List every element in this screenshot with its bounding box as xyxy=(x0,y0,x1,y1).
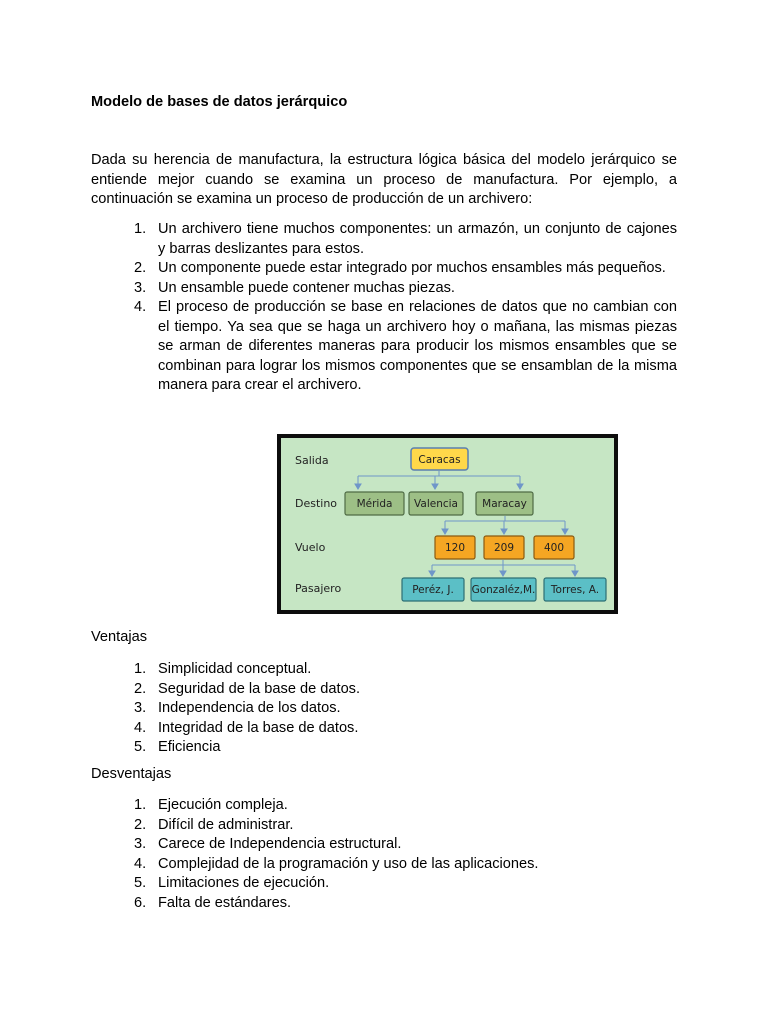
node-vuelo-label: 400 xyxy=(543,542,565,554)
list-item xyxy=(134,279,677,299)
ventajas-list xyxy=(134,660,677,758)
intro-paragraph: Dada su herencia de manufactura, la estructura lógica básica del modelo jerárquico se entiende mejor cuando se examina un proceso de manufactura. Por ejemplo, a continuación se examina un proceso de producción de un archivero: xyxy=(91,152,677,207)
list-item-text: Falta de estándares. xyxy=(158,894,292,911)
desventajas-list xyxy=(134,796,677,913)
node-vuelo-label: 120 xyxy=(444,542,466,554)
node-pasajero-label: Torres, A. xyxy=(550,584,600,596)
list-item xyxy=(134,796,677,816)
list-item xyxy=(134,835,677,855)
node-root-label: Caracas xyxy=(418,454,461,466)
list-item xyxy=(134,719,677,739)
list-item-text: Un ensamble puede contener muchas piezas. xyxy=(158,279,455,296)
level-label-destino: Destino xyxy=(295,497,338,510)
list-item-text: Un componente puede estar integrado por muchos ensambles más pequeños. xyxy=(158,260,666,276)
list-number: 1. xyxy=(134,221,147,237)
node-pasajero-label: Gonzaléz,M. xyxy=(471,584,536,596)
list-number: 1. xyxy=(134,797,147,813)
list-item-text: Ejecución compleja. xyxy=(158,797,288,813)
list-item-text: Difícil de administrar. xyxy=(158,816,294,833)
list-item-text: El proceso de producción se base en relaciones de datos que no cambian con el tiempo. Ya sea que se haga un archivero hoy o mañana, las mismas piezas se arman de diferentes maneras para producir los mismos ensambles que se combinan para lograr los mismos componentes que se ensamblan de la misma manera para crear el archivero. xyxy=(158,299,677,393)
list-item-text: Simplicidad conceptual. xyxy=(158,661,312,677)
list-number: 4. xyxy=(134,719,147,736)
list-number: 2. xyxy=(134,260,147,276)
list-number: 6. xyxy=(134,894,147,911)
list-item xyxy=(134,220,677,259)
level-label-pasajero: Pasajero xyxy=(295,582,342,595)
list-number: 3. xyxy=(134,700,147,716)
list-number: 3. xyxy=(134,836,147,852)
desventajas-heading: Desventajas xyxy=(91,766,172,782)
list-item-text: Complejidad de la programación y uso de las aplicaciones. xyxy=(158,855,539,872)
list-item xyxy=(134,738,677,758)
node-vuelo-label: 209 xyxy=(493,542,515,554)
list-number: 1. xyxy=(134,661,147,677)
list-item xyxy=(134,874,677,894)
node-destino-label: Mérida xyxy=(356,498,393,510)
hierarchy-diagram-svg xyxy=(277,434,618,614)
list-item xyxy=(134,894,677,914)
list-item-text: Seguridad de la base de datos. xyxy=(158,680,361,697)
list-number: 5. xyxy=(134,739,147,755)
list-number: 4. xyxy=(134,855,147,872)
list-item xyxy=(134,699,677,719)
level-label-salida: Salida xyxy=(295,454,329,467)
list-item-text: Carece de Independencia estructural. xyxy=(158,836,402,852)
list-number: 4. xyxy=(134,299,147,315)
node-destino-label: Valencia xyxy=(414,498,458,510)
list-number: 2. xyxy=(134,680,147,697)
list-item xyxy=(134,298,677,396)
list-item-text: Integridad de la base de datos. xyxy=(158,719,359,736)
list-item xyxy=(134,855,677,875)
list-item-text: Independencia de los datos. xyxy=(158,700,341,716)
list-item-text: Limitaciones de ejecución. xyxy=(158,875,330,891)
steps-list xyxy=(134,220,677,396)
list-item xyxy=(134,660,677,680)
document-title: Modelo de bases de datos jerárquico xyxy=(91,94,348,110)
ventajas-heading: Ventajas xyxy=(91,629,147,645)
list-number: 5. xyxy=(134,875,147,891)
hierarchy-diagram xyxy=(277,434,618,614)
node-pasajero-label: Peréz, J. xyxy=(412,584,454,596)
level-label-vuelo: Vuelo xyxy=(295,541,326,554)
list-item-text: Un archivero tiene muchos componentes: un armazón, un conjunto de cajones y barras deslizantes para estos. xyxy=(158,221,677,257)
list-item xyxy=(134,816,677,836)
list-item-text: Eficiencia xyxy=(158,739,221,755)
list-number: 2. xyxy=(134,816,147,833)
list-item xyxy=(134,680,677,700)
node-destino-label: Maracay xyxy=(482,498,527,510)
list-number: 3. xyxy=(134,279,147,296)
list-item xyxy=(134,259,677,279)
